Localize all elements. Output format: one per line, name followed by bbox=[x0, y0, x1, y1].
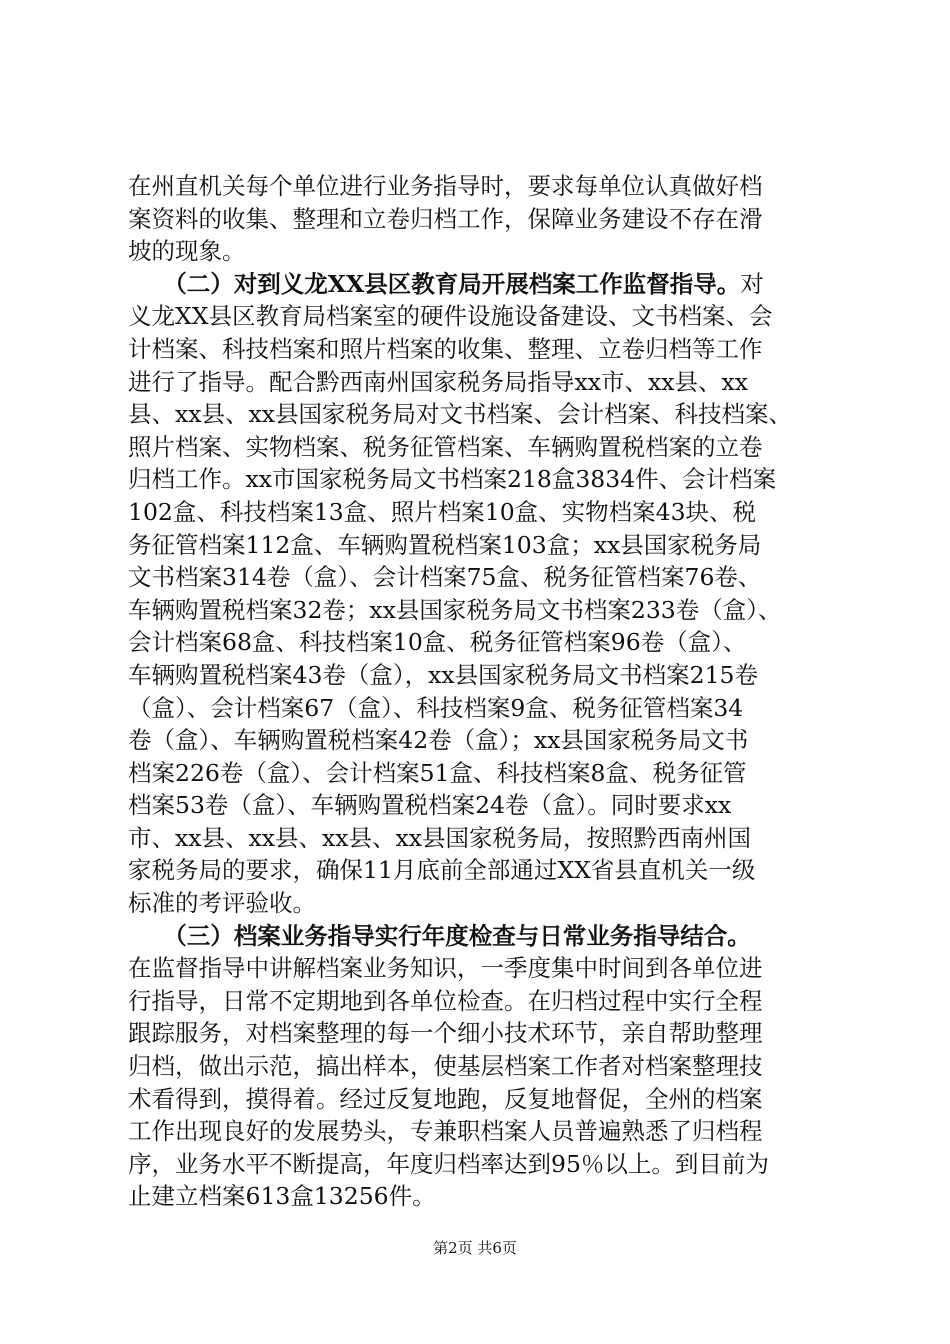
line-text: 义龙XX县区教育局档案室的硬件设施设备建设、文书档案、会 bbox=[128, 302, 773, 331]
text-line bbox=[128, 724, 828, 757]
line-text: 归档，做出示范，搞出样本，使基层档案工作者对档案整理技 bbox=[128, 1052, 763, 1081]
line-text: 卷（盒）、车辆购置税档案42卷（盒）；xx县国家税务局文书 bbox=[128, 726, 749, 755]
text-line bbox=[128, 1180, 828, 1213]
text-line bbox=[128, 920, 828, 953]
text-line bbox=[128, 594, 828, 627]
line-text: 跟踪服务，对档案整理的每一个细小技术环节，亲自帮助整理 bbox=[128, 1019, 763, 1048]
text-line bbox=[128, 854, 828, 887]
text-line bbox=[128, 789, 828, 822]
text-line bbox=[128, 659, 828, 692]
text-line bbox=[128, 170, 828, 203]
line-text: 对 bbox=[740, 269, 764, 298]
text-line bbox=[128, 822, 828, 855]
text-line bbox=[128, 333, 828, 366]
text-line bbox=[128, 300, 828, 333]
line-text: 止建立档案613盒13256件。 bbox=[128, 1182, 436, 1211]
text-line bbox=[128, 985, 828, 1018]
line-text: 102盒、科技档案13盒、照片档案10盒、实物档案43块、税 bbox=[128, 497, 757, 526]
text-line bbox=[128, 203, 828, 236]
line-text: 会计档案68盒、科技档案10盒、税务征管档案96卷（盒）、 bbox=[128, 628, 747, 657]
text-line bbox=[128, 1115, 828, 1148]
line-text: 市、xx县、xx县、xx县、xx县国家税务局，按照黔西南州国 bbox=[128, 823, 752, 852]
bold-heading-text: （三）档案业务指导实行年度检查与日常业务指导结合。 bbox=[128, 921, 751, 950]
line-text: 行指导，日常不定期地到各单位检查。在归档过程中实行全程 bbox=[128, 986, 763, 1015]
line-text: 归档工作。xx市国家税务局文书档案218盒3834件、会计档案 bbox=[128, 465, 777, 494]
line-text: 在州直机关每个单位进行业务指导时，要求每单位认真做好档 bbox=[128, 172, 763, 200]
line-text: 计档案、科技档案和照片档案的收集、整理、立卷归档等工作 bbox=[128, 334, 763, 363]
line-text: 文书档案314卷（盒）、会计档案75盒、税务征管档案76卷、 bbox=[128, 563, 762, 592]
text-line bbox=[128, 529, 828, 562]
line-text: 档案53卷（盒）、车辆购置税档案24卷（盒）。同时要求xx bbox=[128, 791, 732, 820]
line-text: 档案226卷（盒）、会计档案51盒、科技档案8盒、税务征管 bbox=[128, 758, 747, 787]
text-line bbox=[128, 1050, 828, 1083]
line-text: 术看得到，摸得着。经过反复地跑，反复地督促，全州的档案 bbox=[128, 1084, 763, 1113]
bold-heading-text: （二）对到义龙XX县区教育局开展档案工作监督指导。 bbox=[128, 269, 741, 298]
text-line bbox=[128, 952, 828, 985]
text-line bbox=[128, 757, 828, 790]
body-text bbox=[128, 170, 828, 1213]
line-text: 县、xx县、xx县国家税务局对文书档案、会计档案、科技档案、 bbox=[128, 400, 793, 429]
text-line bbox=[128, 398, 828, 431]
text-line bbox=[128, 366, 828, 399]
text-line bbox=[128, 235, 828, 268]
text-line bbox=[128, 1017, 828, 1050]
text-line bbox=[128, 496, 828, 529]
line-text: 标准的考评验收。 bbox=[128, 889, 316, 918]
line-text: 家税务局的要求，确保11月底前全部通过XX省县直机关一级 bbox=[128, 856, 756, 885]
text-line bbox=[128, 692, 828, 725]
line-text: 车辆购置税档案32卷；xx县国家税务局文书档案233卷（盒）、 bbox=[128, 595, 782, 624]
text-line bbox=[128, 1083, 828, 1116]
line-text: （盒）、会计档案67（盒）、科技档案9盒、税务征管档案34 bbox=[128, 693, 744, 722]
line-text: 进行了指导。配合黔西南州国家税务局指导xx市、xx县、xx bbox=[128, 367, 749, 396]
line-text: 案资料的收集、整理和立卷归档工作，保障业务建设不存在滑 bbox=[128, 204, 763, 233]
text-line bbox=[128, 1148, 828, 1181]
line-text: 坡的现象。 bbox=[128, 237, 246, 266]
text-line bbox=[128, 463, 828, 496]
line-text: 在监督指导中讲解档案业务知识，一季度集中时间到各单位进 bbox=[128, 954, 763, 983]
text-line bbox=[128, 561, 828, 594]
text-line bbox=[128, 887, 828, 920]
line-text: 序，业务水平不断提高，年度归档率达到95％以上。到目前为 bbox=[128, 1149, 769, 1178]
line-text: 照片档案、实物档案、税务征管档案、车辆购置税档案的立卷 bbox=[128, 432, 763, 461]
text-line bbox=[128, 431, 828, 464]
line-text: 车辆购置税档案43卷（盒），xx县国家税务局文书档案215卷 bbox=[128, 660, 759, 689]
page-footer: 第2页 共6页 bbox=[433, 1239, 517, 1257]
text-line bbox=[128, 268, 828, 301]
line-text: 务征管档案112盒、车辆购置税档案103盒；xx县国家税务局 bbox=[128, 530, 762, 559]
text-line bbox=[128, 626, 828, 659]
line-text: 工作出现良好的发展势头，专兼职档案人员普遍熟悉了归档程 bbox=[128, 1117, 763, 1146]
